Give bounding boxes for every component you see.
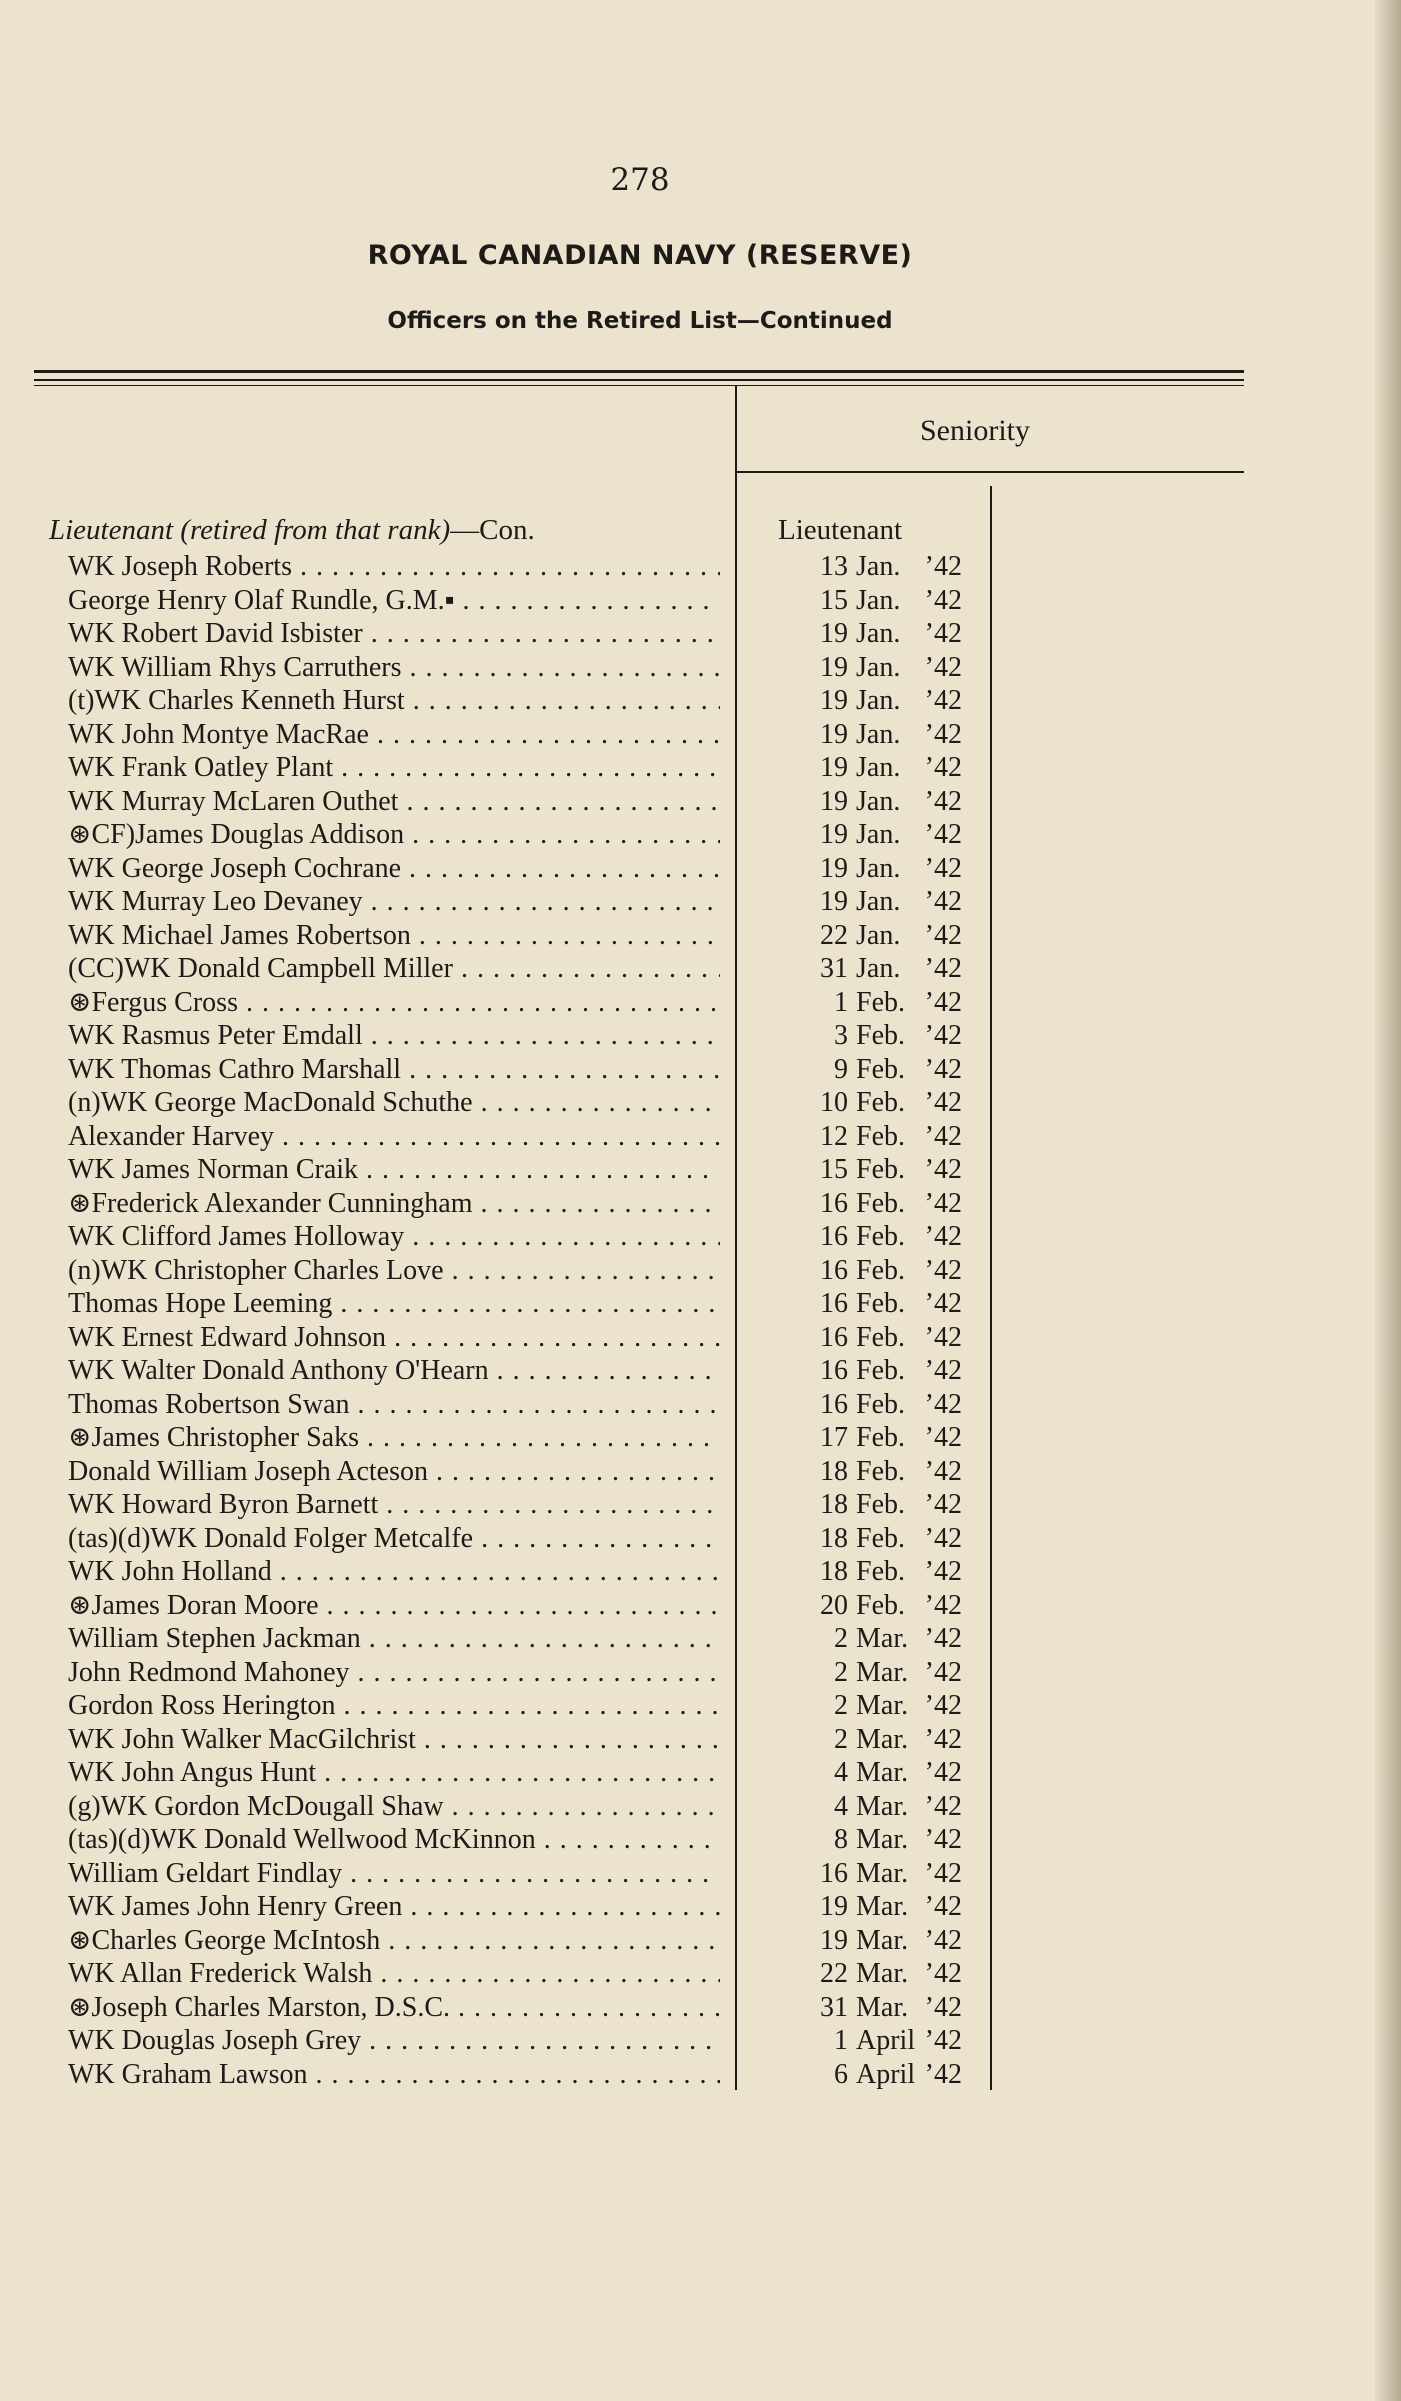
seniority-column-header: Seniority xyxy=(920,414,1030,447)
officer-name: ⊛Charles George McIntosh . . . xyxy=(68,1924,720,1957)
seniority-year: ’42 xyxy=(924,1556,962,1587)
table-row xyxy=(0,1689,1000,1723)
rank-heading xyxy=(49,514,535,547)
table-row xyxy=(0,1086,1000,1120)
officer-name: WK George Joseph Cochrane . . . xyxy=(68,852,720,885)
seniority-month: Mar. xyxy=(856,1891,909,1922)
seniority-day: 9 xyxy=(834,1053,848,1085)
seniority-underline xyxy=(737,471,1244,473)
officer-name: WK William Rhys Carruthers . . . xyxy=(68,651,720,684)
table-row xyxy=(0,1220,1000,1254)
seniority-month: Feb. xyxy=(856,1187,905,1219)
officer-name: ⊛Frederick Alexander Cunningham . . . xyxy=(68,1187,720,1220)
table-row xyxy=(0,2058,1000,2092)
officer-name: WK Douglas Joseph Grey . . . xyxy=(68,2024,720,2057)
officer-name: (t)WK Charles Kenneth Hurst . . . xyxy=(68,684,720,717)
table-row xyxy=(0,1287,1000,1321)
seniority-month: Jan. xyxy=(856,852,901,884)
seniority-day: 1 xyxy=(834,2025,848,2056)
table-row xyxy=(0,1790,1000,1824)
seniority-year: ’42 xyxy=(924,1623,962,1654)
table-row xyxy=(0,684,1000,718)
seniority-month: Feb. xyxy=(856,1321,905,1353)
seniority-month: Feb. xyxy=(856,1589,905,1621)
table-row xyxy=(0,785,1000,819)
seniority-year: ’42 xyxy=(924,1120,962,1152)
officer-name: ⊛CF)James Douglas Addison . . . xyxy=(68,818,720,851)
table-row xyxy=(0,1890,1000,1924)
page-edge-shadow xyxy=(1375,0,1401,2401)
table-row xyxy=(0,550,1000,584)
table-row xyxy=(0,1823,1000,1857)
table-row xyxy=(0,751,1000,785)
officer-name: Alexander Harvey . . . xyxy=(68,1120,720,1153)
table-row xyxy=(0,1522,1000,1556)
table-row xyxy=(0,1354,1000,1388)
seniority-year: ’42 xyxy=(924,651,962,683)
seniority-year: ’42 xyxy=(924,1857,962,1889)
table-row xyxy=(0,1924,1000,1958)
table-row xyxy=(0,1589,1000,1623)
officer-name: (g)WK Gordon McDougall Shaw . . . xyxy=(68,1790,720,1823)
rank-heading-qualifier: (retired from that rank) xyxy=(173,514,451,546)
seniority-day: 19 xyxy=(820,819,848,850)
seniority-year: ’42 xyxy=(924,2025,962,2056)
seniority-month: Jan. xyxy=(856,651,901,683)
seniority-month: Jan. xyxy=(856,953,901,984)
seniority-month: Mar. xyxy=(856,1958,909,1989)
seniority-year: ’42 xyxy=(924,886,962,917)
officer-name: ⊛Fergus Cross . . . xyxy=(68,986,720,1019)
table-row xyxy=(0,1187,1000,1221)
officer-name: (CC)WK Donald Campbell Miller . . . xyxy=(68,952,720,985)
seniority-year: ’42 xyxy=(924,1757,962,1788)
officer-name: WK John Angus Hunt . . . xyxy=(68,1756,720,1789)
seniority-month: Jan. xyxy=(856,752,901,783)
seniority-year: ’42 xyxy=(924,1924,962,1956)
seniority-month: Feb. xyxy=(856,1355,905,1386)
seniority-year: ’42 xyxy=(924,819,962,850)
officer-name: WK John Holland . . . xyxy=(68,1555,720,1588)
seniority-day: 19 xyxy=(820,1891,848,1922)
seniority-month: Feb. xyxy=(856,1489,905,1520)
table-row xyxy=(0,1421,1000,1455)
seniority-day: 12 xyxy=(820,1120,848,1152)
seniority-month: Feb. xyxy=(856,1221,905,1252)
officer-name: WK Thomas Cathro Marshall . . . xyxy=(68,1053,720,1086)
seniority-day: 16 xyxy=(820,1857,848,1889)
seniority-year: ’42 xyxy=(924,1020,962,1051)
seniority-month: Feb. xyxy=(856,1422,905,1453)
seniority-day: 16 xyxy=(820,1288,848,1319)
table-row xyxy=(0,1153,1000,1187)
seniority-month: Jan. xyxy=(856,718,901,750)
seniority-month: Mar. xyxy=(856,1623,909,1654)
seniority-day: 2 xyxy=(834,1723,848,1755)
table-row xyxy=(0,1455,1000,1489)
seniority-day: 8 xyxy=(834,1824,848,1855)
seniority-year: ’42 xyxy=(924,1455,962,1487)
header-rule-thick xyxy=(34,370,1244,373)
seniority-day: 18 xyxy=(820,1489,848,1520)
table-row xyxy=(0,818,1000,852)
seniority-month: Feb. xyxy=(856,1455,905,1487)
seniority-day: 22 xyxy=(820,1958,848,1989)
seniority-month: April xyxy=(856,2025,916,2056)
seniority-day: 16 xyxy=(820,1355,848,1386)
seniority-month: Jan. xyxy=(856,886,901,917)
seniority-year: ’42 xyxy=(924,1355,962,1386)
seniority-year: ’42 xyxy=(924,1656,962,1688)
seniority-year: ’42 xyxy=(924,1489,962,1520)
seniority-year: ’42 xyxy=(924,919,962,951)
seniority-month: Feb. xyxy=(856,1120,905,1152)
table-row xyxy=(0,1321,1000,1355)
seniority-day: 2 xyxy=(834,1656,848,1688)
seniority-year: ’42 xyxy=(924,718,962,750)
seniority-day: 1 xyxy=(834,986,848,1018)
seniority-month: Mar. xyxy=(856,1991,909,2023)
seniority-year: ’42 xyxy=(924,584,962,616)
seniority-day: 19 xyxy=(820,651,848,683)
seniority-day: 16 xyxy=(820,1388,848,1420)
seniority-year: ’42 xyxy=(924,1422,962,1453)
officer-name: John Redmond Mahoney . . . xyxy=(68,1656,720,1689)
seniority-month: Mar. xyxy=(856,1924,909,1956)
officer-name: WK Walter Donald Anthony O'Hearn . . . xyxy=(68,1354,720,1387)
seniority-month: Jan. xyxy=(856,618,901,649)
seniority-year: ’42 xyxy=(924,752,962,783)
seniority-day: 20 xyxy=(820,1589,848,1621)
seniority-year: ’42 xyxy=(924,852,962,884)
table-row xyxy=(0,1254,1000,1288)
seniority-year: ’42 xyxy=(924,1321,962,1353)
page-number: 278 xyxy=(610,162,670,198)
seniority-month: Mar. xyxy=(856,1857,909,1889)
seniority-year: ’42 xyxy=(924,1288,962,1319)
table-row xyxy=(0,1488,1000,1522)
seniority-day: 19 xyxy=(820,852,848,884)
officer-name: Donald William Joseph Acteson . . . xyxy=(68,1455,720,1488)
seniority-day: 16 xyxy=(820,1187,848,1219)
seniority-day: 15 xyxy=(820,584,848,616)
seniority-year: ’42 xyxy=(924,1991,962,2023)
officer-name: Gordon Ross Herington . . . xyxy=(68,1689,720,1722)
officer-name: (tas)(d)WK Donald Wellwood McKinnon . . . xyxy=(68,1823,720,1856)
seniority-month: Mar. xyxy=(856,1824,909,1855)
seniority-rank-heading: Lieutenant xyxy=(778,514,903,546)
seniority-month: Feb. xyxy=(856,1254,905,1286)
seniority-day: 19 xyxy=(820,618,848,649)
officer-name: WK Allan Frederick Walsh . . . xyxy=(68,1957,720,1990)
seniority-year: ’42 xyxy=(924,1154,962,1185)
seniority-month: Mar. xyxy=(856,1723,909,1755)
table-row xyxy=(0,718,1000,752)
rank-heading-suffix: —Con. xyxy=(450,514,535,546)
seniority-month: Jan. xyxy=(856,919,901,951)
seniority-day: 19 xyxy=(820,752,848,783)
officer-name: ⊛Joseph Charles Marston, D.S.C. . . . xyxy=(68,1991,720,2024)
seniority-day: 16 xyxy=(820,1254,848,1286)
seniority-month: Feb. xyxy=(856,986,905,1018)
seniority-day: 31 xyxy=(820,953,848,984)
seniority-day: 18 xyxy=(820,1556,848,1587)
officer-name: WK Graham Lawson . . . xyxy=(68,2058,720,2091)
seniority-day: 2 xyxy=(834,1690,848,1721)
seniority-year: ’42 xyxy=(924,1958,962,1989)
officer-name: WK Howard Byron Barnett . . . xyxy=(68,1488,720,1521)
officer-name: WK Rasmus Peter Emdall . . . xyxy=(68,1019,720,1052)
officer-name: ⊛James Doran Moore . . . xyxy=(68,1589,720,1622)
officer-name: WK James John Henry Green . . . xyxy=(68,1890,720,1923)
seniority-year: ’42 xyxy=(924,1690,962,1721)
seniority-year: ’42 xyxy=(924,953,962,984)
table-row xyxy=(0,1622,1000,1656)
officer-name: WK Murray Leo Devaney . . . xyxy=(68,885,720,918)
seniority-month: Jan. xyxy=(856,584,901,616)
seniority-year: ’42 xyxy=(924,1522,962,1554)
seniority-year: ’42 xyxy=(924,1254,962,1286)
officer-name: WK Robert David Isbister . . . xyxy=(68,617,720,650)
officer-name: ⊛James Christopher Saks . . . xyxy=(68,1421,720,1454)
seniority-day: 3 xyxy=(834,1020,848,1051)
table-row xyxy=(0,919,1000,953)
seniority-month: Jan. xyxy=(856,551,901,582)
table-row xyxy=(0,1388,1000,1422)
seniority-month: Mar. xyxy=(856,1757,909,1788)
header-rule-thin xyxy=(34,385,1244,386)
seniority-day: 22 xyxy=(820,919,848,951)
officer-name: (tas)(d)WK Donald Folger Metcalfe . . . xyxy=(68,1522,720,1555)
seniority-year: ’42 xyxy=(924,2058,962,2090)
seniority-year: ’42 xyxy=(924,986,962,1018)
officer-name: WK Frank Oatley Plant . . . xyxy=(68,751,720,784)
seniority-year: ’42 xyxy=(924,618,962,649)
seniority-month: Jan. xyxy=(856,785,901,817)
seniority-day: 19 xyxy=(820,886,848,917)
table-row xyxy=(0,1723,1000,1757)
seniority-day: 19 xyxy=(820,785,848,817)
seniority-year: ’42 xyxy=(924,1824,962,1855)
seniority-month: Feb. xyxy=(856,1154,905,1185)
seniority-year: ’42 xyxy=(924,785,962,817)
table-row xyxy=(0,1555,1000,1589)
officer-name: WK Joseph Roberts . . . xyxy=(68,550,720,583)
seniority-year: ’42 xyxy=(924,685,962,716)
seniority-month: Jan. xyxy=(856,819,901,850)
officer-name: (n)WK Christopher Charles Love . . . xyxy=(68,1254,720,1287)
table-row xyxy=(0,885,1000,919)
seniority-month: Mar. xyxy=(856,1790,909,1822)
seniority-year: ’42 xyxy=(924,1187,962,1219)
seniority-month: Feb. xyxy=(856,1020,905,1051)
seniority-month: Mar. xyxy=(856,1656,909,1688)
page-title: ROYAL CANADIAN NAVY (RESERVE) xyxy=(367,240,913,271)
seniority-year: ’42 xyxy=(924,551,962,582)
seniority-day: 19 xyxy=(820,685,848,716)
table-row xyxy=(0,584,1000,618)
table-row xyxy=(0,651,1000,685)
officer-name: Thomas Hope Leeming . . . xyxy=(68,1287,720,1320)
officer-name: George Henry Olaf Rundle, G.M.▪ . . . xyxy=(68,584,720,617)
seniority-day: 19 xyxy=(820,718,848,750)
table-row xyxy=(0,1756,1000,1790)
page-subtitle: Officers on the Retired List—Continued xyxy=(387,308,893,334)
seniority-month: Feb. xyxy=(856,1087,905,1118)
officer-name: WK Clifford James Holloway . . . xyxy=(68,1220,720,1253)
officer-name: WK Michael James Robertson . . . xyxy=(68,919,720,952)
seniority-day: 2 xyxy=(834,1623,848,1654)
officer-name: WK John Walker MacGilchrist . . . xyxy=(68,1723,720,1756)
table-row xyxy=(0,986,1000,1020)
table-row xyxy=(0,1019,1000,1053)
table-row xyxy=(0,1656,1000,1690)
seniority-day: 18 xyxy=(820,1455,848,1487)
seniority-day: 19 xyxy=(820,1924,848,1956)
seniority-year: ’42 xyxy=(924,1589,962,1621)
seniority-year: ’42 xyxy=(924,1221,962,1252)
seniority-year: ’42 xyxy=(924,1723,962,1755)
seniority-year: ’42 xyxy=(924,1087,962,1118)
table-row xyxy=(0,1957,1000,1991)
officer-name: WK Ernest Edward Johnson . . . xyxy=(68,1321,720,1354)
seniority-day: 16 xyxy=(820,1221,848,1252)
table-row xyxy=(0,2024,1000,2058)
seniority-month: Feb. xyxy=(856,1522,905,1554)
table-row xyxy=(0,1857,1000,1891)
officer-name: Thomas Robertson Swan . . . xyxy=(68,1388,720,1421)
seniority-month: April xyxy=(856,2058,916,2090)
header-rule-middle xyxy=(34,379,1244,381)
table-row xyxy=(0,952,1000,986)
seniority-month: Mar. xyxy=(856,1690,909,1721)
seniority-month: Feb. xyxy=(856,1388,905,1420)
table-row xyxy=(0,1053,1000,1087)
table-row xyxy=(0,1991,1000,2025)
seniority-day: 15 xyxy=(820,1154,848,1185)
seniority-month: Feb. xyxy=(856,1556,905,1587)
table-row xyxy=(0,852,1000,886)
seniority-year: ’42 xyxy=(924,1388,962,1420)
seniority-year: ’42 xyxy=(924,1790,962,1822)
rank-heading-rank: Lieutenant xyxy=(49,514,174,546)
officer-name: (n)WK George MacDonald Schuthe . . . xyxy=(68,1086,720,1119)
table-row xyxy=(0,1120,1000,1154)
seniority-day: 16 xyxy=(820,1321,848,1353)
officer-name: WK John Montye MacRae . . . xyxy=(68,718,720,751)
table-row xyxy=(0,617,1000,651)
officer-name: William Geldart Findlay . . . xyxy=(68,1857,720,1890)
seniority-day: 31 xyxy=(820,1991,848,2023)
seniority-month: Feb. xyxy=(856,1288,905,1319)
seniority-day: 10 xyxy=(820,1087,848,1118)
seniority-day: 6 xyxy=(834,2058,848,2090)
seniority-day: 4 xyxy=(834,1790,848,1822)
seniority-year: ’42 xyxy=(924,1891,962,1922)
officer-name: WK Murray McLaren Outhet . . . xyxy=(68,785,720,818)
seniority-day: 13 xyxy=(820,551,848,582)
officer-name: William Stephen Jackman . . . xyxy=(68,1622,720,1655)
seniority-day: 17 xyxy=(820,1422,848,1453)
officer-name: WK James Norman Craik . . . xyxy=(68,1153,720,1186)
seniority-day: 18 xyxy=(820,1522,848,1554)
seniority-month: Jan. xyxy=(856,685,901,716)
seniority-month: Feb. xyxy=(856,1053,905,1085)
seniority-day: 4 xyxy=(834,1757,848,1788)
seniority-year: ’42 xyxy=(924,1053,962,1085)
